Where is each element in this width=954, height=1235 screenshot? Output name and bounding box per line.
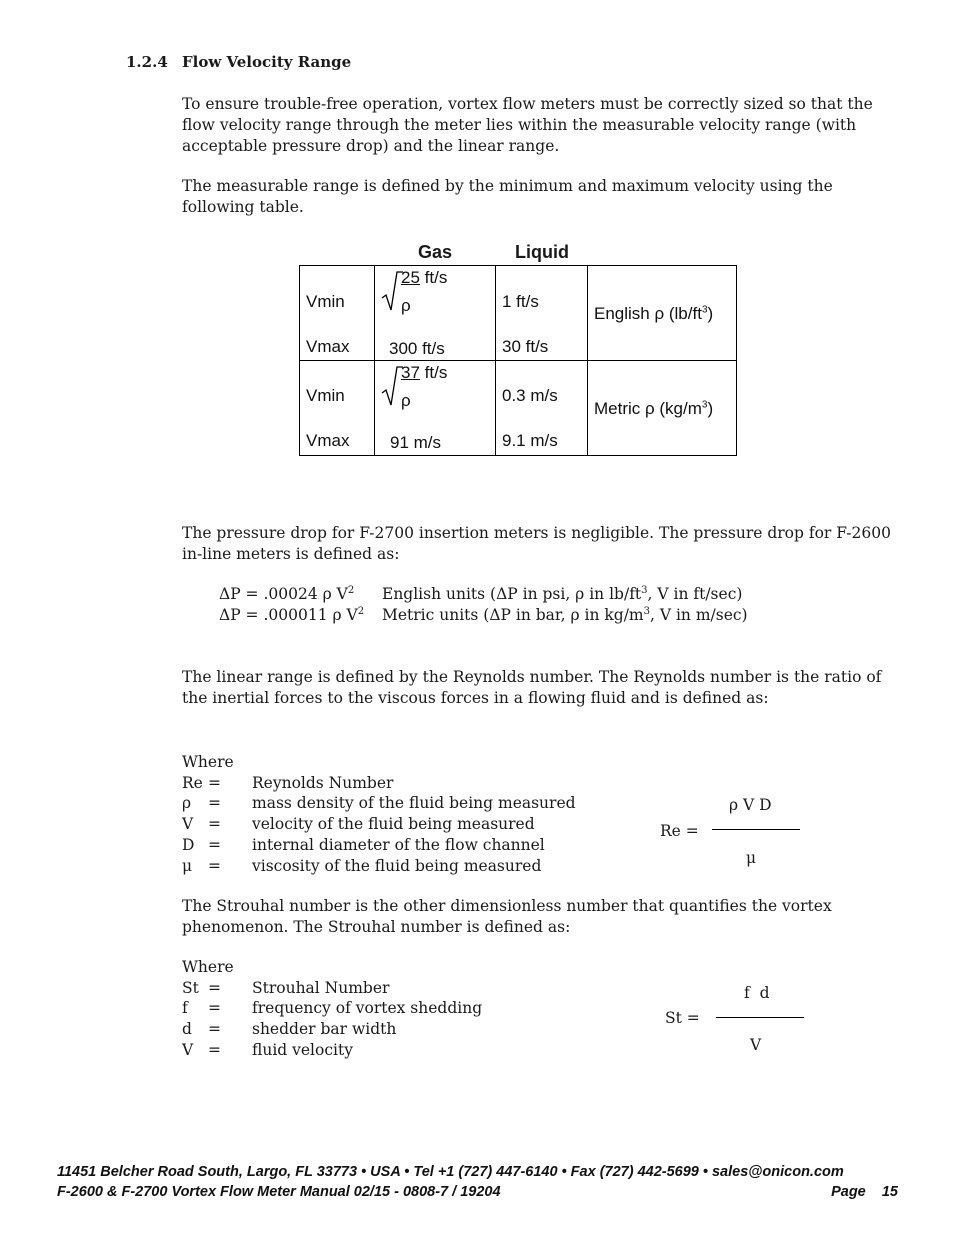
strouhal-definitions [182,957,482,1061]
definition-row: Re = Reynolds Number [182,773,394,792]
definition-row: ρ = mass density of the fluid being measured [182,794,576,813]
strouhal-lhs: St = [665,1009,700,1027]
definition-row: St = Strouhal Number [182,978,390,997]
definition-row: μ = viscosity of the fluid being measured [182,856,542,875]
linear-range-paragraph: The linear range is defined by the Reynolds number. The Reynolds number is the ratio of the inertial forces to the viscous forces in a flowing fluid and is defined as: [182,668,882,707]
label-cell [300,266,375,361]
intro-paragraph: To ensure trouble-free operation, vortex flow meters must be correctly sized so that the flow velocity range through the meter lies within the measurable velocity range (with acceptable pressure drop) and the linear range. [182,95,873,155]
metric-pressure-equation: ΔP = .000011 ρ $V^2$ Metric units (ΔP in bar, ρ in $kg/m^3$, V in m/sec) [219,605,748,624]
liquid-max-value: 9.1 m/s [502,431,558,450]
footer-manual-row [57,1184,898,1200]
unit-cell [588,266,737,361]
velocity-range-table [299,265,737,456]
pressure-paragraph: The pressure drop for F-2700 insertion meters is negligible. The pressure drop for F-2600 in-line meters is defined as: [182,524,891,563]
gas-cell [375,361,496,456]
definition-row: V = fluid velocity [182,1040,353,1059]
reynolds-lhs: Re = [660,822,699,840]
strouhal-denominator: V [750,1036,762,1054]
table-row-english [300,266,737,361]
sqrt-icon [381,268,403,316]
footer-address: 11451 Belcher Road South, Largo, FL 33773 • USA • Tel +1 (727) 447-6140 • Fax (727) 442-5699 • sales@onicon.com [57,1164,844,1180]
gas-cell [375,266,496,361]
vmin-label: Vmin [306,292,345,311]
gas-min-numerator: 25 [401,268,420,287]
sqrt-expression [381,363,491,413]
section-title: Flow Velocity Range [182,53,352,71]
gas-min-rho: ρ [401,391,411,410]
where-label: Where [182,753,234,771]
where-label: Where [182,958,234,976]
liquid-max-value: 30 ft/s [502,337,549,356]
english-pressure-equation: ΔP = .00024 ρ $V^2$ English units (ΔP in psi, ρ in $lb/ft^3$, V in ft/sec) [219,584,743,603]
definition-row: V = velocity of the fluid being measured [182,815,535,834]
gas-min-rho: ρ [401,296,411,315]
vmax-label: Vmax [306,431,350,450]
gas-max-value: 300 ft/s [389,339,445,358]
definition-row: D = internal diameter of the flow channel [182,835,545,854]
liquid-min-value: 0.3 m/s [502,386,558,405]
liquid-cell [496,266,588,361]
gas-min-unit: ft/s [419,268,448,287]
page-number: Page 15 [831,1184,898,1200]
vmin-label: Vmin [306,386,345,405]
liquid-cell [496,361,588,456]
reynolds-numerator: ρ V D [729,796,772,814]
definition-row: d = shedder bar width [182,1020,397,1039]
reynolds-definitions [182,752,576,876]
reynolds-fraction-bar [712,829,800,830]
sqrt-icon [381,363,403,411]
label-cell [300,361,375,456]
liquid-column-header: Liquid [515,242,569,262]
definition-row: f = frequency of vortex shedding [182,999,483,1018]
section-number: 1.2.4 [126,53,168,71]
measurable-paragraph: The measurable range is defined by the minimum and maximum velocity using the following table. [182,177,833,216]
sqrt-expression [381,268,491,318]
strouhal-numerator: f d [744,984,770,1002]
gas-column-header: Gas [418,242,453,262]
gas-min-unit: ft/s [419,363,448,382]
section-heading [126,52,351,73]
unit-label: Metric ρ $(kg/m^3)$ [594,399,714,418]
unit-cell [588,361,737,456]
vmax-label: Vmax [306,337,350,356]
strouhal-fraction-bar [716,1017,804,1018]
gas-min-numerator: 37 [401,363,420,382]
unit-label: English ρ $(lb/ft^3)$ [594,304,714,323]
gas-max-value: 91 m/s [390,433,442,452]
table-row-metric [300,361,737,456]
footer-manual: F-2600 & F-2700 Vortex Flow Meter Manual 02/15 - 0808-7 / 19204 [57,1184,501,1200]
liquid-min-value: 1 ft/s [502,292,539,311]
reynolds-denominator: μ [746,849,757,867]
strouhal-paragraph: The Strouhal number is the other dimensionless number that quantifies the vortex phenomenon. The Strouhal number is defined as: [182,897,832,936]
